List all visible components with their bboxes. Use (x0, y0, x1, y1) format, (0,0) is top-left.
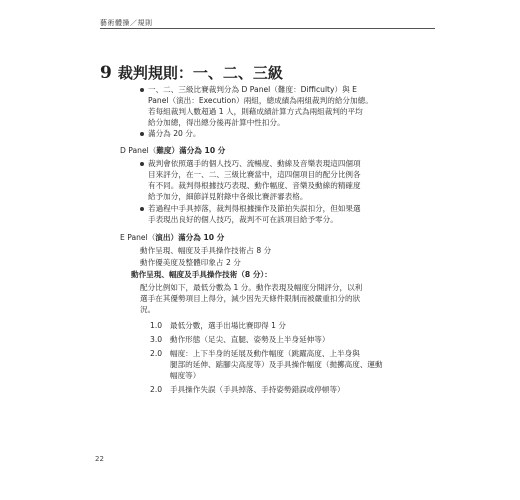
e-panel-paragraph-line: 選手在其優勢項目上得分，減少因先天條件限制而被嚴重扣分的狀 (140, 294, 361, 303)
header-rule (100, 28, 435, 29)
bullet-dot (140, 132, 144, 136)
intro-text-line: Panel（演出：Execution）兩組，總成績為兩組裁判的給分加總。 (148, 96, 373, 105)
e-panel-heading (120, 232, 224, 243)
d-panel-text-line: 有不同。裁判得根據技巧表現、動作幅度、音樂及動線的精確度 (148, 181, 361, 190)
score-value: 2.0 (150, 385, 163, 394)
section-title (100, 62, 283, 83)
d-panel-text-line: 給予加分，細節詳見附錄中各級比賽評審表格。 (148, 192, 308, 201)
intro-text-line: 給分加總，得出總分後再計算中性扣分。 (148, 118, 285, 127)
d-panel-heading-prefix: D Panel（ (120, 146, 157, 155)
section-number: 9 (100, 63, 112, 83)
d-panel-text-line: 手表現出良好的個人技巧，裁判不可在該項目給予零分。 (148, 215, 338, 224)
d-panel-heading (120, 145, 225, 156)
e-panel-paragraph-line: 況。 (140, 305, 156, 314)
e-panel-item: 動作呈現、幅度及手具操作技術占 8 分 (140, 246, 272, 255)
intro-text-line: 滿分為 20 分。 (148, 129, 201, 138)
d-panel-text-line: 若過程中手具掉落，裁判得根據操作及節拍失誤扣分，但如果選 (148, 204, 361, 213)
score-value: 1.0 (150, 321, 163, 330)
score-description-line: 腿部的延伸、踮腳尖高度等）及手具操作幅度（拋擲高度、運動 (170, 360, 383, 369)
section-heading: 裁判規則：一、二、三級 (117, 64, 283, 82)
e-panel-item: 動作優美度及整體印象占 2 分 (140, 258, 241, 267)
d-panel-text-line: 裁判會依照選手的個人技巧、流暢度、動線及音樂表現這四個項 (148, 159, 361, 168)
score-value: 2.0 (150, 349, 163, 358)
intro-text-line: 一、二、三級比賽裁判分為 D Panel（難度：Difficulty）與 E (148, 85, 357, 94)
score-description-line: 幅度等） (170, 371, 201, 380)
e-panel-paragraph-line: 配分比例如下，最低分數為 1 分。動作表現及幅度分開評分，以利 (140, 283, 363, 292)
bullet-dot (140, 88, 144, 92)
score-description-line: 幅度：上下半身的延展及動作幅度（跳躍高度、上半身與 (170, 349, 360, 358)
e-panel-heading-prefix: E Panel（ (120, 233, 156, 242)
score-description-line: 最低分數，選手出場比賽即得 1 分 (170, 321, 286, 330)
e-panel-heading-bold: 演出）滿分為 10 分 (155, 233, 225, 242)
d-panel-heading-bold: 難度）滿分為 10 分 (156, 146, 226, 155)
bullet-dot (140, 162, 144, 166)
header-title: 藝術體操／規則 (100, 19, 153, 27)
d-panel-text-line: 目來評分，在一、二、三級比賽當中，這四個項目的配分比例各 (148, 170, 361, 179)
e-panel-subheading: 動作呈現、幅度及手具操作技術（8 分）： (131, 270, 272, 279)
page-number: 22 (95, 455, 104, 463)
intro-text-line: 若每組裁判人數超過 1 人，則藉成績計算方式為兩組裁判的平均 (148, 107, 363, 116)
score-description-line: 動作形態（足尖、直腿、姿勢及上半身延伸等） (170, 335, 330, 344)
score-description-line: 手具操作失誤（手具掉落、手持姿勢錯誤或停頓等） (170, 385, 345, 394)
score-value: 3.0 (150, 335, 163, 344)
bullet-dot (140, 207, 144, 211)
